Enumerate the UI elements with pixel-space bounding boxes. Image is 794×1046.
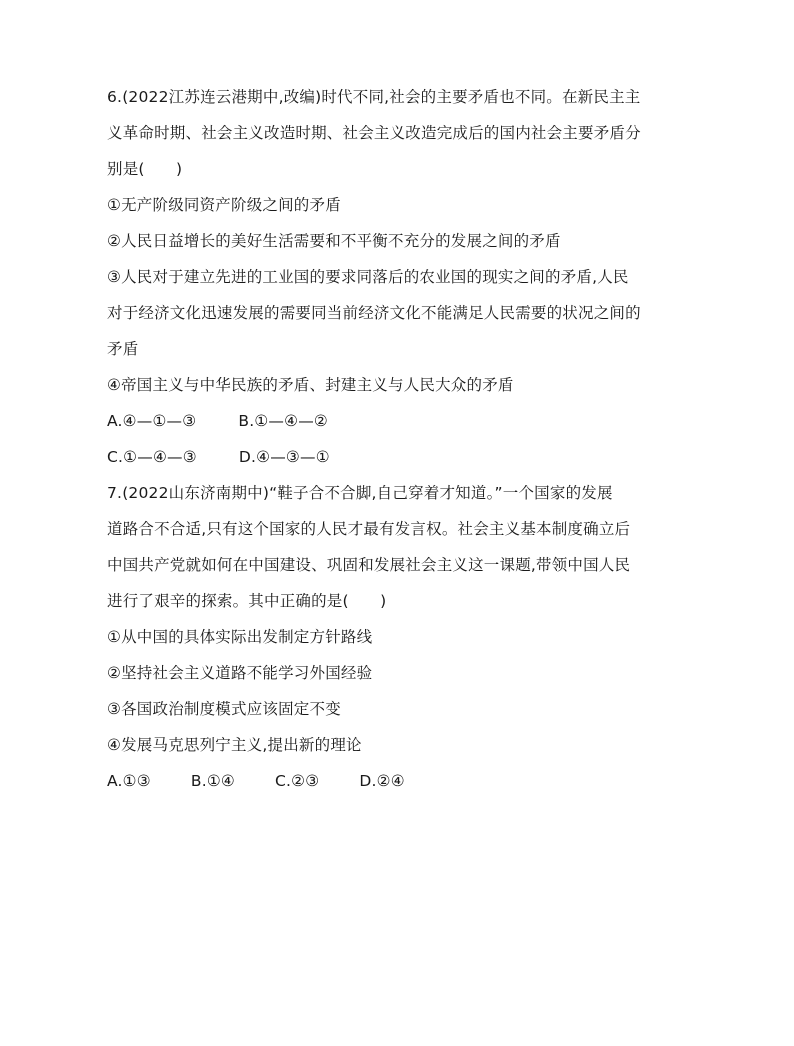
q6-options-row-2 [107, 448, 692, 466]
q7-option-d[interactable]: D.②④ [359, 772, 405, 790]
q7-option-a[interactable]: A.①③ [107, 772, 151, 790]
q7-stem-line-1: 7.(2022山东济南期中)“鞋子合不合脚,自己穿着才知道。”一个国家的发展 [107, 484, 613, 502]
q6-item-3-line-2: 对于经济文化迅速发展的需要同当前经济文化不能满足人民需要的状况之间的 [107, 304, 641, 322]
q7-stem-line-3: 中国共产党就如何在中国建设、巩固和发展社会主义这一课题,带领中国人民 [107, 556, 631, 574]
q6-stem-line-2: 义革命时期、社会主义改造时期、社会主义改造完成后的国内社会主要矛盾分 [107, 124, 641, 142]
q7-stem-line-2: 道路合不合适,只有这个国家的人民才最有发言权。社会主义基本制度确立后 [107, 520, 631, 538]
q7-option-c[interactable]: C.②③ [275, 772, 320, 790]
q6-option-a[interactable]: A.④—①—③ [107, 412, 197, 430]
q7-item-3: ③各国政治制度模式应该固定不变 [107, 700, 341, 718]
q7-item-1: ①从中国的具体实际出发制定方针路线 [107, 628, 373, 646]
q6-item-4: ④帝国主义与中华民族的矛盾、封建主义与人民大众的矛盾 [107, 376, 514, 394]
q7-item-4: ④发展马克思列宁主义,提出新的理论 [107, 736, 362, 754]
q6-option-c[interactable]: C.①—④—③ [107, 448, 197, 466]
q6-item-2: ②人民日益增长的美好生活需要和不平衡不充分的发展之间的矛盾 [107, 232, 561, 250]
q6-item-1: ①无产阶级同资产阶级之间的矛盾 [107, 196, 341, 214]
q7-item-2: ②坚持社会主义道路不能学习外国经验 [107, 664, 373, 682]
q6-options-row-1 [107, 412, 692, 430]
q6-option-b[interactable]: B.①—④—② [238, 412, 329, 430]
q6-item-3-line-1: ③人民对于建立先进的工业国的要求同落后的农业国的现实之间的矛盾,人民 [107, 268, 629, 286]
q6-stem-line-3: 别是( ) [107, 160, 183, 178]
q6-option-d[interactable]: D.④—③—① [238, 448, 330, 466]
q7-options-row [107, 772, 692, 790]
q6-stem-line-1: 6.(2022江苏连云港期中,改编)时代不同,社会的主要矛盾也不同。在新民主主 [107, 88, 641, 106]
q7-option-b[interactable]: B.①④ [190, 772, 236, 790]
q7-stem-line-4: 进行了艰辛的探索。其中正确的是( ) [107, 592, 387, 610]
q6-item-3-line-3: 矛盾 [107, 340, 139, 358]
questions-content [107, 88, 692, 808]
